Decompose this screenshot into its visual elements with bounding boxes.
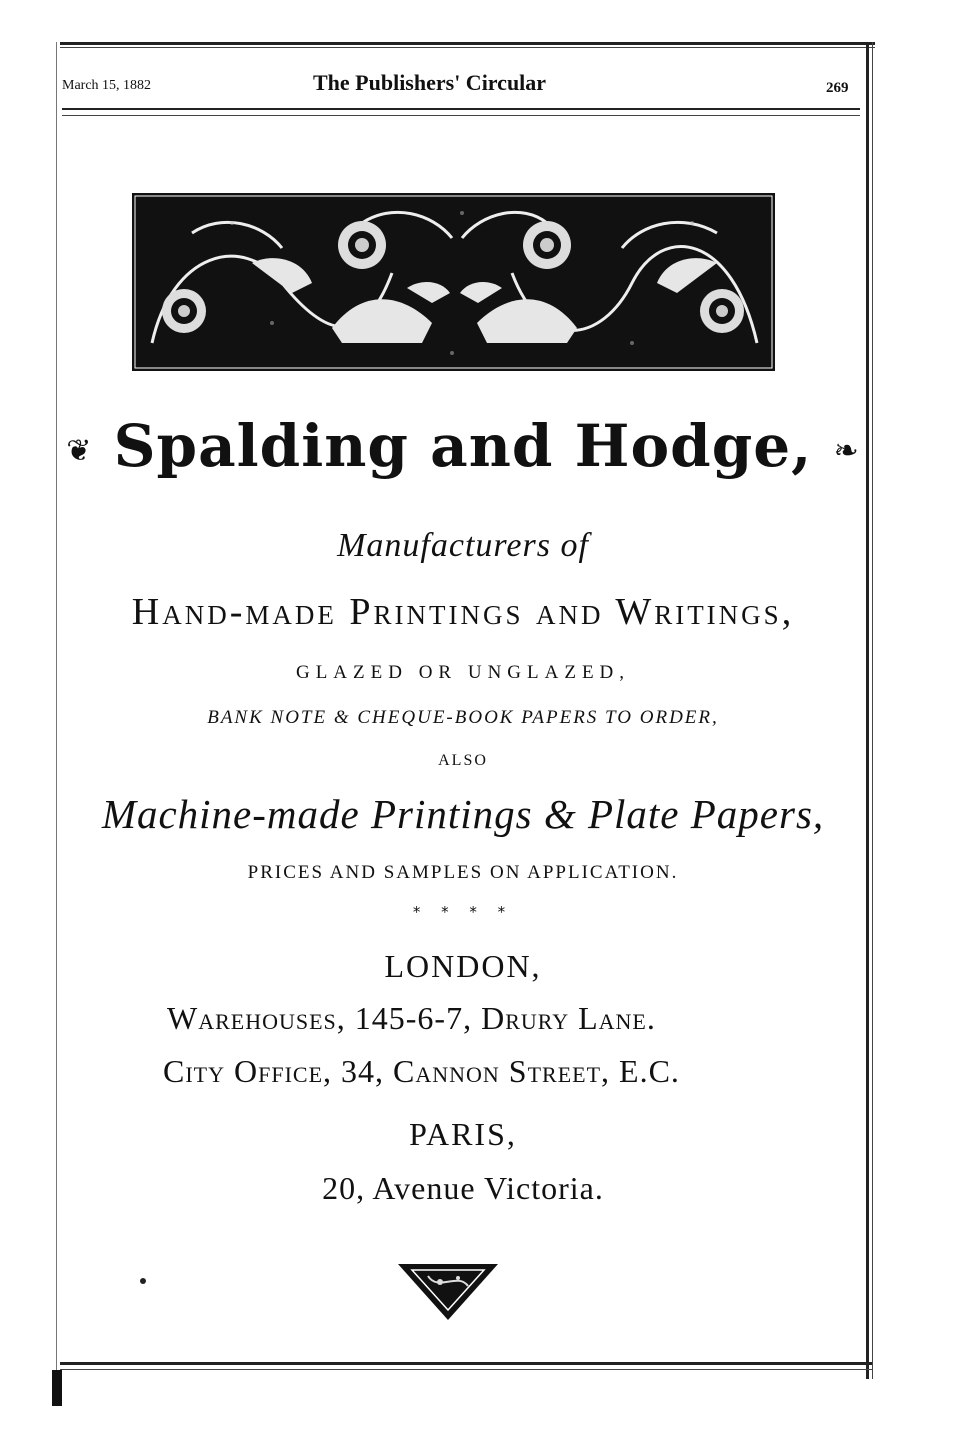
address-paris: 20, Avenue Victoria. <box>322 1170 604 1206</box>
frame-rule-right <box>866 42 869 1379</box>
line-prices: PRICES AND SAMPLES ON APPLICATION. <box>247 862 679 883</box>
city-london: LONDON, <box>384 948 542 984</box>
header-rule <box>62 108 860 110</box>
firm-name <box>60 412 866 480</box>
frame-rule-left <box>56 42 57 1372</box>
header-rule-thin <box>62 115 860 116</box>
line-also: ALSO <box>438 752 488 769</box>
line-glazed: GLAZED OR UNGLAZED, <box>295 662 631 683</box>
ornamental-foliage-banner-icon <box>132 193 775 371</box>
city-paris: PARIS, <box>409 1116 517 1152</box>
frame-edge-shadow <box>52 1370 62 1406</box>
divider-stars: * * * * <box>412 903 514 921</box>
line-handmade: Hand-made Printings and Writings, <box>131 591 795 633</box>
header-page-number: 269 <box>826 80 849 96</box>
address-city-office: City Office, 34, Cannon Street, E.C. <box>163 1053 680 1089</box>
frame-rule-bottom-thin <box>60 1369 872 1370</box>
frame-rule-top <box>60 42 875 45</box>
triangular-tailpiece-icon <box>398 1262 498 1322</box>
firm-name-text: Spalding and Hodge, <box>113 412 813 480</box>
frame-rule-right-thin <box>872 42 873 1379</box>
address-warehouses: Warehouses, 145-6-7, Drury Lane. <box>167 1000 656 1036</box>
fleuron-left-icon: ❦ <box>66 433 93 469</box>
stray-dot <box>140 1278 146 1284</box>
header-date: March 15, 1882 <box>62 78 152 93</box>
tagline: Manufacturers of <box>337 527 589 564</box>
line-machine: Machine-made Printings & Plate Papers, <box>101 791 825 837</box>
line-bank: BANK NOTE & CHEQUE-BOOK PAPERS TO ORDER, <box>207 707 719 728</box>
frame-rule-bottom <box>60 1362 872 1365</box>
header-title: The Publishers' Circular <box>313 70 547 95</box>
fleuron-right-icon: ❧ <box>833 433 860 469</box>
frame-rule-top-thin <box>60 47 875 48</box>
